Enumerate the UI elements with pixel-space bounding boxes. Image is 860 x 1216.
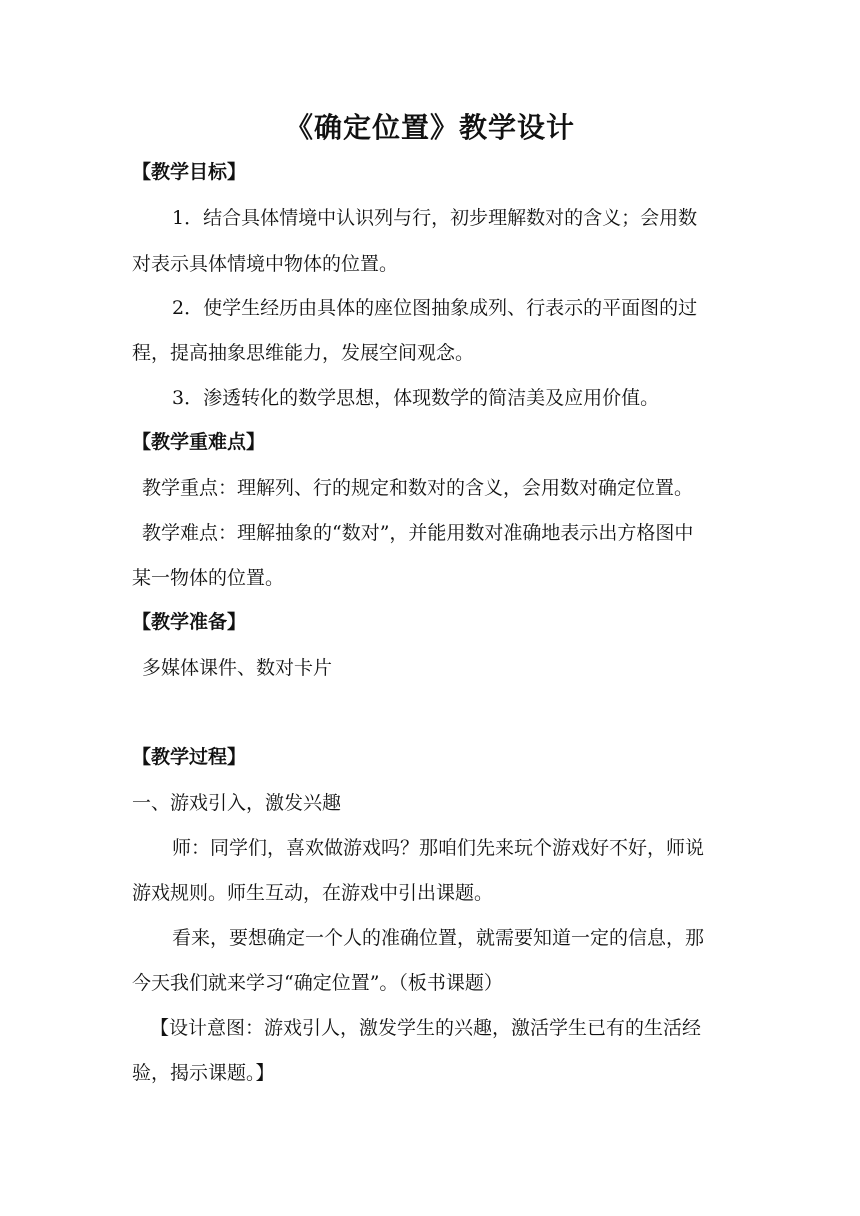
process-heading: 【教学过程】 — [132, 746, 247, 768]
objectives-heading: 【教学目标】 — [132, 161, 247, 183]
preparation-heading: 【教学准备】 — [132, 611, 247, 633]
preparation-text: 多媒体课件、数对卡片 — [142, 657, 333, 679]
process-para-2-line-1: 看来，要想确定一个人的准确位置，就需要知道一定的信息，那 — [172, 927, 705, 949]
design-intent-line-2: 验，揭示课题。】 — [132, 1062, 275, 1084]
teaching-focus: 教学重点：理解列、行的规定和数对的含义，会用数对确定位置。 — [142, 477, 694, 499]
teaching-difficulty-line-2: 某一物体的位置。 — [132, 567, 285, 589]
process-part-1-title: 一、游戏引入，激发兴趣 — [132, 792, 342, 814]
objective-1-line-2: 对表示具体情境中物体的位置。 — [132, 253, 399, 275]
key-points-heading: 【教学重难点】 — [132, 431, 266, 453]
objective-1-line-1: 1．结合具体情境中认识列与行，初步理解数对的含义；会用数 — [172, 207, 698, 229]
objective-2-line-1: 2．使学生经历由具体的座位图抽象成列、行表示的平面图的过 — [172, 297, 698, 319]
process-para-1-line-2: 游戏规则。师生互动，在游戏中引出课题。 — [132, 882, 494, 904]
process-para-2-line-2: 今天我们就来学习“确定位置”。（板书课题） — [132, 972, 503, 994]
teaching-difficulty-line-1: 教学难点：理解抽象的“数对”，并能用数对准确地表示出方格图中 — [142, 522, 694, 544]
document-title: 《确定位置》教学设计 — [284, 111, 575, 144]
objective-3-line-1: 3．渗透转化的数学思想，体现数学的简洁美及应用价值。 — [172, 387, 660, 409]
process-para-1-line-1: 师：同学们，喜欢做游戏吗？那咱们先来玩个游戏好不好，师说 — [172, 837, 705, 859]
design-intent-line-1: 【设计意图：游戏引人，激发学生的兴趣，激活学生已有的生活经 — [150, 1017, 702, 1039]
objective-2-line-2: 程，提高抽象思维能力，发展空间观念。 — [132, 342, 475, 364]
